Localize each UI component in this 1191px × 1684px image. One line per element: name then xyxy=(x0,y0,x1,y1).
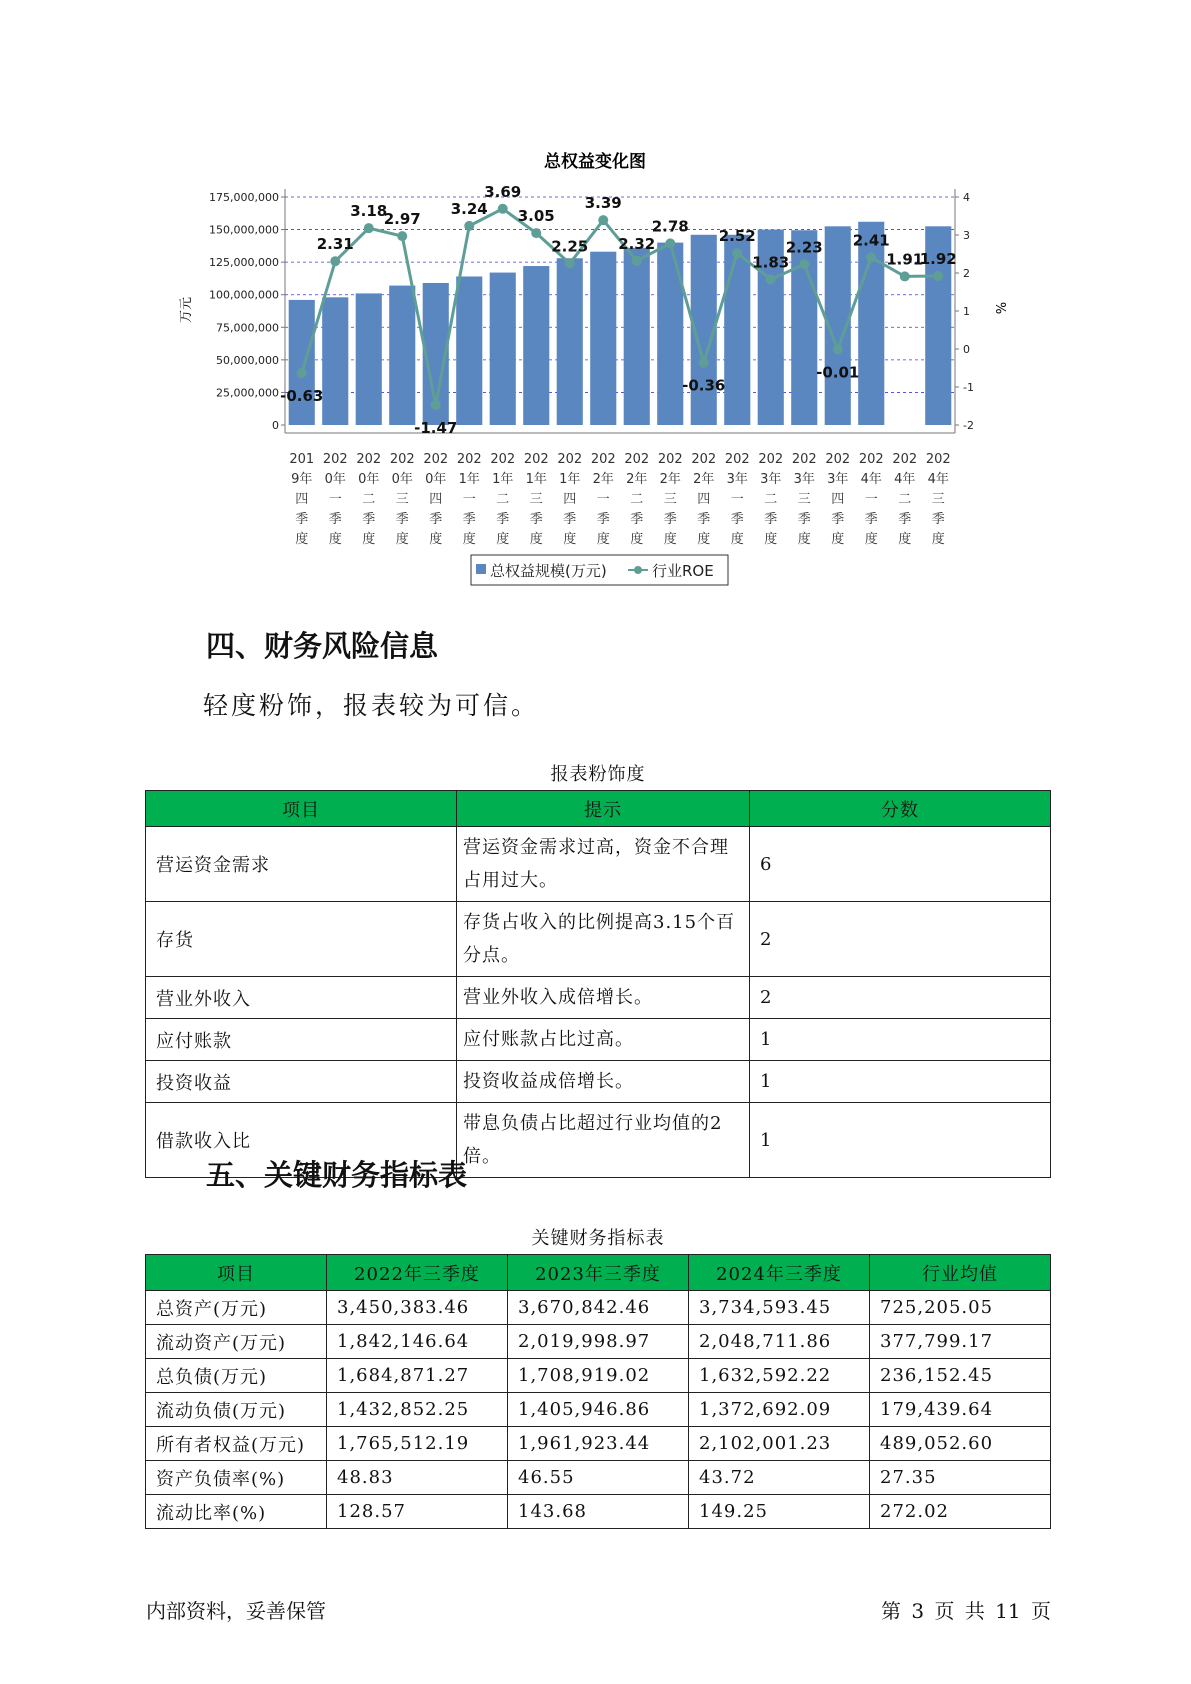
roe-point xyxy=(933,271,943,281)
x-tick-label: 9年 xyxy=(291,472,313,487)
roe-data-label: -0.36 xyxy=(682,376,726,395)
x-tick-label: 0年 xyxy=(391,472,413,487)
x-tick-label: 202 xyxy=(624,452,650,467)
y-right-tick-label: -1 xyxy=(963,381,974,394)
y-left-tick-label: 75,000,000 xyxy=(216,321,279,335)
x-tick-label: 3年 xyxy=(827,472,849,487)
table-header-row xyxy=(146,791,1051,827)
x-tick-label: 一 xyxy=(328,492,342,507)
x-tick-label: 3年 xyxy=(726,472,748,487)
x-tick-label: 季 xyxy=(663,512,677,527)
table-cell: 3,670,842.46 xyxy=(508,1291,689,1325)
roe-point xyxy=(297,368,307,378)
table-cell: 资产负债率(%) xyxy=(146,1461,327,1495)
roe-data-label: 3.05 xyxy=(517,207,555,226)
roe-point xyxy=(364,223,374,233)
x-tick-label: 202 xyxy=(590,452,616,467)
x-tick-label: 季 xyxy=(395,512,409,527)
x-tick-label: 二 xyxy=(362,492,376,507)
x-tick-label: 202 xyxy=(892,452,918,467)
x-tick-label: 度 xyxy=(730,532,744,547)
header-cell: 2023年三季度 xyxy=(508,1255,689,1291)
legend-line-label: 行业ROE xyxy=(652,562,714,580)
y-left-tick-label: 0 xyxy=(272,419,279,432)
bar xyxy=(389,286,415,425)
x-tick-label: 202 xyxy=(557,452,583,467)
x-tick-label: 度 xyxy=(328,532,342,547)
bar xyxy=(456,276,482,425)
x-tick-label: 季 xyxy=(797,512,811,527)
x-tick-label: 三 xyxy=(931,492,945,507)
chart-legend xyxy=(471,555,728,585)
x-tick-label: 202 xyxy=(758,452,784,467)
table-cell: 236,152.45 xyxy=(870,1359,1051,1393)
x-tick-label: 三 xyxy=(395,492,409,507)
roe-data-label: 2.25 xyxy=(551,237,589,256)
x-tick-label: 季 xyxy=(362,512,376,527)
x-tick-label: 202 xyxy=(490,452,516,467)
table-row xyxy=(146,1061,1051,1103)
roe-point xyxy=(866,252,876,262)
roe-point xyxy=(431,400,441,410)
table-cell: 2,048,711.86 xyxy=(689,1325,870,1359)
roe-data-label: -0.63 xyxy=(280,386,324,405)
section-title-kpi: 五、关键财务指标表 xyxy=(206,1158,468,1192)
roe-data-label: 3.69 xyxy=(484,182,522,201)
x-tick-label: 度 xyxy=(931,532,945,547)
x-tick-label: 2年 xyxy=(659,472,681,487)
y-left-tick-label: 100,000,000 xyxy=(209,288,279,302)
kpi-table xyxy=(145,1254,1051,1529)
table-row xyxy=(146,827,1051,902)
roe-point xyxy=(598,215,608,225)
table-cell: 2 xyxy=(750,902,1051,977)
legend-line-marker xyxy=(634,566,642,574)
x-tick-label: 202 xyxy=(356,452,382,467)
x-tick-label: 度 xyxy=(663,532,677,547)
roe-data-label: 2.23 xyxy=(785,238,823,257)
roe-data-label: 1.91 xyxy=(886,250,924,269)
table-cell: 1,432,852.25 xyxy=(327,1393,508,1427)
table-cell: 带息负债占比超过行业均值的2倍。 xyxy=(457,1103,750,1178)
x-tick-label: 季 xyxy=(596,512,610,527)
header-cell: 2022年三季度 xyxy=(327,1255,508,1291)
table-cell: 应付账款 xyxy=(146,1019,457,1061)
x-tick-label: 0年 xyxy=(358,472,380,487)
x-tick-label: 季 xyxy=(697,512,711,527)
roe-point xyxy=(330,256,340,266)
table-cell: 1,765,512.19 xyxy=(327,1427,508,1461)
legend-bar-swatch xyxy=(476,564,486,574)
table-cell: 总资产(万元) xyxy=(146,1291,327,1325)
roe-data-label: 2.41 xyxy=(852,231,890,250)
y-right-tick-label: -2 xyxy=(963,419,974,432)
bar xyxy=(557,258,583,425)
x-tick-label: 二 xyxy=(630,492,644,507)
x-tick-label: 度 xyxy=(630,532,644,547)
roe-data-label: 2.32 xyxy=(618,234,656,253)
equity-chart-svg xyxy=(0,140,1191,600)
x-tick-label: 度 xyxy=(797,532,811,547)
x-tick-label: 季 xyxy=(563,512,577,527)
table-row xyxy=(146,1495,1051,1529)
x-tick-label: 度 xyxy=(563,532,577,547)
table-cell: 128.57 xyxy=(327,1495,508,1529)
roe-data-label: 1.83 xyxy=(752,253,790,272)
y-right-tick-label: 4 xyxy=(963,191,970,204)
table-cell: 营运资金需求 xyxy=(146,827,457,902)
table-row xyxy=(146,1461,1051,1495)
roe-point xyxy=(766,274,776,284)
table-cell: 借款收入比 xyxy=(146,1103,457,1178)
roe-point xyxy=(397,231,407,241)
x-tick-label: 度 xyxy=(496,532,510,547)
x-tick-label: 0年 xyxy=(425,472,447,487)
bar xyxy=(590,252,616,425)
table-caption-risk: 报表粉饰度 xyxy=(550,764,646,785)
footer-confidential: 内部资料，妥善保管 xyxy=(146,1599,326,1623)
x-tick-label: 度 xyxy=(898,532,912,547)
table-cell: 1,708,919.02 xyxy=(508,1359,689,1393)
x-tick-label: 1年 xyxy=(525,472,547,487)
table-cell: 2,102,001.23 xyxy=(689,1427,870,1461)
x-tick-label: 4年 xyxy=(860,472,882,487)
table-cell: 725,205.05 xyxy=(870,1291,1051,1325)
legend-bar-label: 总权益规模(万元) xyxy=(490,562,607,580)
x-tick-label: 0年 xyxy=(324,472,346,487)
table-cell: 总负债(万元) xyxy=(146,1359,327,1393)
x-tick-label: 三 xyxy=(797,492,811,507)
bar xyxy=(490,273,516,425)
y-left-tick-label: 25,000,000 xyxy=(216,386,279,400)
x-tick-label: 季 xyxy=(295,512,309,527)
roe-point xyxy=(565,259,575,269)
x-tick-label: 202 xyxy=(456,452,482,467)
roe-point xyxy=(732,248,742,258)
x-tick-label: 1年 xyxy=(492,472,514,487)
x-tick-label: 一 xyxy=(596,492,610,507)
x-tick-label: 202 xyxy=(423,452,449,467)
table-cell: 2,019,998.97 xyxy=(508,1325,689,1359)
table-row xyxy=(146,1393,1051,1427)
table-cell: 1,405,946.86 xyxy=(508,1393,689,1427)
table-cell: 143.68 xyxy=(508,1495,689,1529)
roe-point xyxy=(900,271,910,281)
header-cell: 提示 xyxy=(457,791,750,827)
table-row xyxy=(146,1019,1051,1061)
table-cell: 43.72 xyxy=(689,1461,870,1495)
bar xyxy=(657,243,683,425)
table-row xyxy=(146,1359,1051,1393)
axes xyxy=(281,189,959,433)
roe-point xyxy=(699,358,709,368)
x-tick-label: 季 xyxy=(898,512,912,527)
x-tick-label: 二 xyxy=(898,492,912,507)
x-tick-label: 202 xyxy=(389,452,415,467)
y-right-tick-label: 0 xyxy=(963,343,970,356)
header-cell: 行业均值 xyxy=(870,1255,1051,1291)
table-cell: 投资收益 xyxy=(146,1061,457,1103)
roe-data-label: 2.78 xyxy=(651,217,689,236)
table-cell: 2 xyxy=(750,977,1051,1019)
y-right-tick-label: 2 xyxy=(963,267,970,280)
table-row xyxy=(146,1427,1051,1461)
x-tick-label: 3年 xyxy=(760,472,782,487)
x-tick-label: 度 xyxy=(429,532,443,547)
table-cell: 1,684,871.27 xyxy=(327,1359,508,1393)
table-cell: 营业外收入成倍增长。 xyxy=(457,977,750,1019)
x-tick-label: 2年 xyxy=(592,472,614,487)
x-tick-label: 三 xyxy=(663,492,677,507)
table-cell: 1,372,692.09 xyxy=(689,1393,870,1427)
table-cell: 149.25 xyxy=(689,1495,870,1529)
x-tick-label: 度 xyxy=(395,532,409,547)
table-cell: 1 xyxy=(750,1061,1051,1103)
x-tick-label: 季 xyxy=(496,512,510,527)
x-tick-label: 季 xyxy=(429,512,443,527)
table-cell: 1 xyxy=(750,1019,1051,1061)
bar xyxy=(724,235,750,425)
roe-data-label: 3.24 xyxy=(450,199,488,218)
x-tick-label: 度 xyxy=(831,532,845,547)
x-tick-label: 2年 xyxy=(693,472,715,487)
x-tick-label: 4年 xyxy=(894,472,916,487)
x-tick-label: 202 xyxy=(691,452,717,467)
x-tick-label: 度 xyxy=(764,532,778,547)
x-tick-label: 四 xyxy=(429,492,443,507)
table-cell: 1,842,146.64 xyxy=(327,1325,508,1359)
roe-data-label: -0.01 xyxy=(816,363,860,382)
table-cell: 所有者权益(万元) xyxy=(146,1427,327,1461)
bar xyxy=(289,300,315,425)
header-cell: 2024年三季度 xyxy=(689,1255,870,1291)
section-title-risk: 四、财务风险信息 xyxy=(206,629,439,663)
bar xyxy=(523,266,549,425)
table-cell: 存货占收入的比例提高3.15个百分点。 xyxy=(457,902,750,977)
roe-data-label: 2.31 xyxy=(316,235,354,254)
x-tick-label: 202 xyxy=(322,452,348,467)
table-row xyxy=(146,1325,1051,1359)
y-right-axis-label: % xyxy=(992,301,1007,315)
x-tick-label: 4年 xyxy=(927,472,949,487)
x-tick-label: 度 xyxy=(864,532,878,547)
table-row xyxy=(146,1291,1051,1325)
table-cell: 投资收益成倍增长。 xyxy=(457,1061,750,1103)
roe-data-label: 1.92 xyxy=(919,250,957,269)
x-tick-label: 季 xyxy=(328,512,342,527)
x-tick-label: 二 xyxy=(764,492,778,507)
table-cell: 377,799.17 xyxy=(870,1325,1051,1359)
x-tick-label: 3年 xyxy=(793,472,815,487)
y-left-tick-label: 50,000,000 xyxy=(216,353,279,367)
table-cell: 489,052.60 xyxy=(870,1427,1051,1461)
roe-point xyxy=(833,344,843,354)
table-cell: 3,450,383.46 xyxy=(327,1291,508,1325)
table-cell: 存货 xyxy=(146,902,457,977)
roe-data-label: 3.18 xyxy=(350,202,388,221)
table-cell: 应付账款占比过高。 xyxy=(457,1019,750,1061)
bar xyxy=(858,222,884,425)
y-right-tick-label: 1 xyxy=(963,305,970,318)
roe-point xyxy=(531,228,541,238)
table-cell: 179,439.64 xyxy=(870,1393,1051,1427)
x-tick-label: 2年 xyxy=(626,472,648,487)
x-tick-label: 四 xyxy=(563,492,577,507)
x-tick-label: 一 xyxy=(462,492,476,507)
bar xyxy=(322,297,348,425)
roe-data-label: 3.39 xyxy=(584,194,622,213)
roe-data-label: 2.52 xyxy=(718,227,756,246)
roe-point xyxy=(799,259,809,269)
x-tick-label: 1年 xyxy=(458,472,480,487)
table-cell: 27.35 xyxy=(870,1461,1051,1495)
table-cell: 营业外收入 xyxy=(146,977,457,1019)
table-caption-kpi: 关键财务指标表 xyxy=(531,1228,665,1249)
risk-table xyxy=(145,790,1051,1178)
table-header-row xyxy=(146,1255,1051,1291)
x-tick-label: 202 xyxy=(523,452,549,467)
table-cell: 流动比率(%) xyxy=(146,1495,327,1529)
x-tick-label: 季 xyxy=(462,512,476,527)
equity-chart xyxy=(0,140,1191,600)
x-tick-label: 一 xyxy=(864,492,878,507)
x-tick-label: 二 xyxy=(496,492,510,507)
x-tick-label: 202 xyxy=(724,452,750,467)
bar xyxy=(624,248,650,425)
x-tick-label: 度 xyxy=(596,532,610,547)
x-tick-label: 季 xyxy=(864,512,878,527)
header-cell: 项目 xyxy=(146,1255,327,1291)
bar xyxy=(356,293,382,425)
y-left-tick-label: 150,000,000 xyxy=(209,223,279,237)
x-tick-label: 1年 xyxy=(559,472,581,487)
table-cell: 6 xyxy=(750,827,1051,902)
roe-data-label: 2.97 xyxy=(383,210,421,229)
x-tick-label: 季 xyxy=(931,512,945,527)
roe-point xyxy=(464,221,474,231)
x-tick-label: 四 xyxy=(697,492,711,507)
table-cell: 46.55 xyxy=(508,1461,689,1495)
risk-summary: 轻度粉饰，报表较为可信。 xyxy=(203,691,540,720)
x-tick-label: 202 xyxy=(925,452,951,467)
chart-title: 总权益变化图 xyxy=(544,152,646,172)
table-cell: 3,734,593.45 xyxy=(689,1291,870,1325)
x-tick-label: 季 xyxy=(630,512,644,527)
x-tick-label: 三 xyxy=(529,492,543,507)
table-cell: 272.02 xyxy=(870,1495,1051,1529)
y-left-tick-label: 125,000,000 xyxy=(209,256,279,270)
table-cell: 1,632,592.22 xyxy=(689,1359,870,1393)
y-left-tick-label: 175,000,000 xyxy=(209,191,279,204)
x-tick-label: 202 xyxy=(825,452,851,467)
table-cell: 营运资金需求过高，资金不合理占用过大。 xyxy=(457,827,750,902)
table-cell: 流动负债(万元) xyxy=(146,1393,327,1427)
x-tick-label: 201 xyxy=(289,452,315,467)
x-tick-label: 202 xyxy=(791,452,817,467)
table-cell: 流动资产(万元) xyxy=(146,1325,327,1359)
header-cell: 分数 xyxy=(750,791,1051,827)
x-tick-label: 度 xyxy=(529,532,543,547)
x-tick-label: 季 xyxy=(529,512,543,527)
x-tick-label: 季 xyxy=(730,512,744,527)
table-cell: 1 xyxy=(750,1103,1051,1178)
roe-data-label: -1.47 xyxy=(414,418,458,437)
x-tick-label: 四 xyxy=(831,492,845,507)
roe-point xyxy=(665,238,675,248)
roe-point xyxy=(498,204,508,214)
x-tick-label: 一 xyxy=(730,492,744,507)
roe-point xyxy=(632,256,642,266)
x-tick-label: 度 xyxy=(697,532,711,547)
x-tick-label: 202 xyxy=(657,452,683,467)
footer-page-number: 第 3 页 共 11 页 xyxy=(881,1599,1051,1623)
y-right-tick-label: 3 xyxy=(963,229,970,242)
x-tick-label: 四 xyxy=(295,492,309,507)
x-tick-label: 202 xyxy=(858,452,884,467)
x-tick-label: 度 xyxy=(362,532,376,547)
y-left-axis-label: 万元 xyxy=(179,296,194,324)
table-row xyxy=(146,977,1051,1019)
table-cell: 48.83 xyxy=(327,1461,508,1495)
x-tick-label: 季 xyxy=(764,512,778,527)
table-cell: 1,961,923.44 xyxy=(508,1427,689,1461)
header-cell: 项目 xyxy=(146,791,457,827)
x-tick-label: 度 xyxy=(462,532,476,547)
x-tick-label: 季 xyxy=(831,512,845,527)
x-tick-label: 度 xyxy=(295,532,309,547)
table-row xyxy=(146,902,1051,977)
